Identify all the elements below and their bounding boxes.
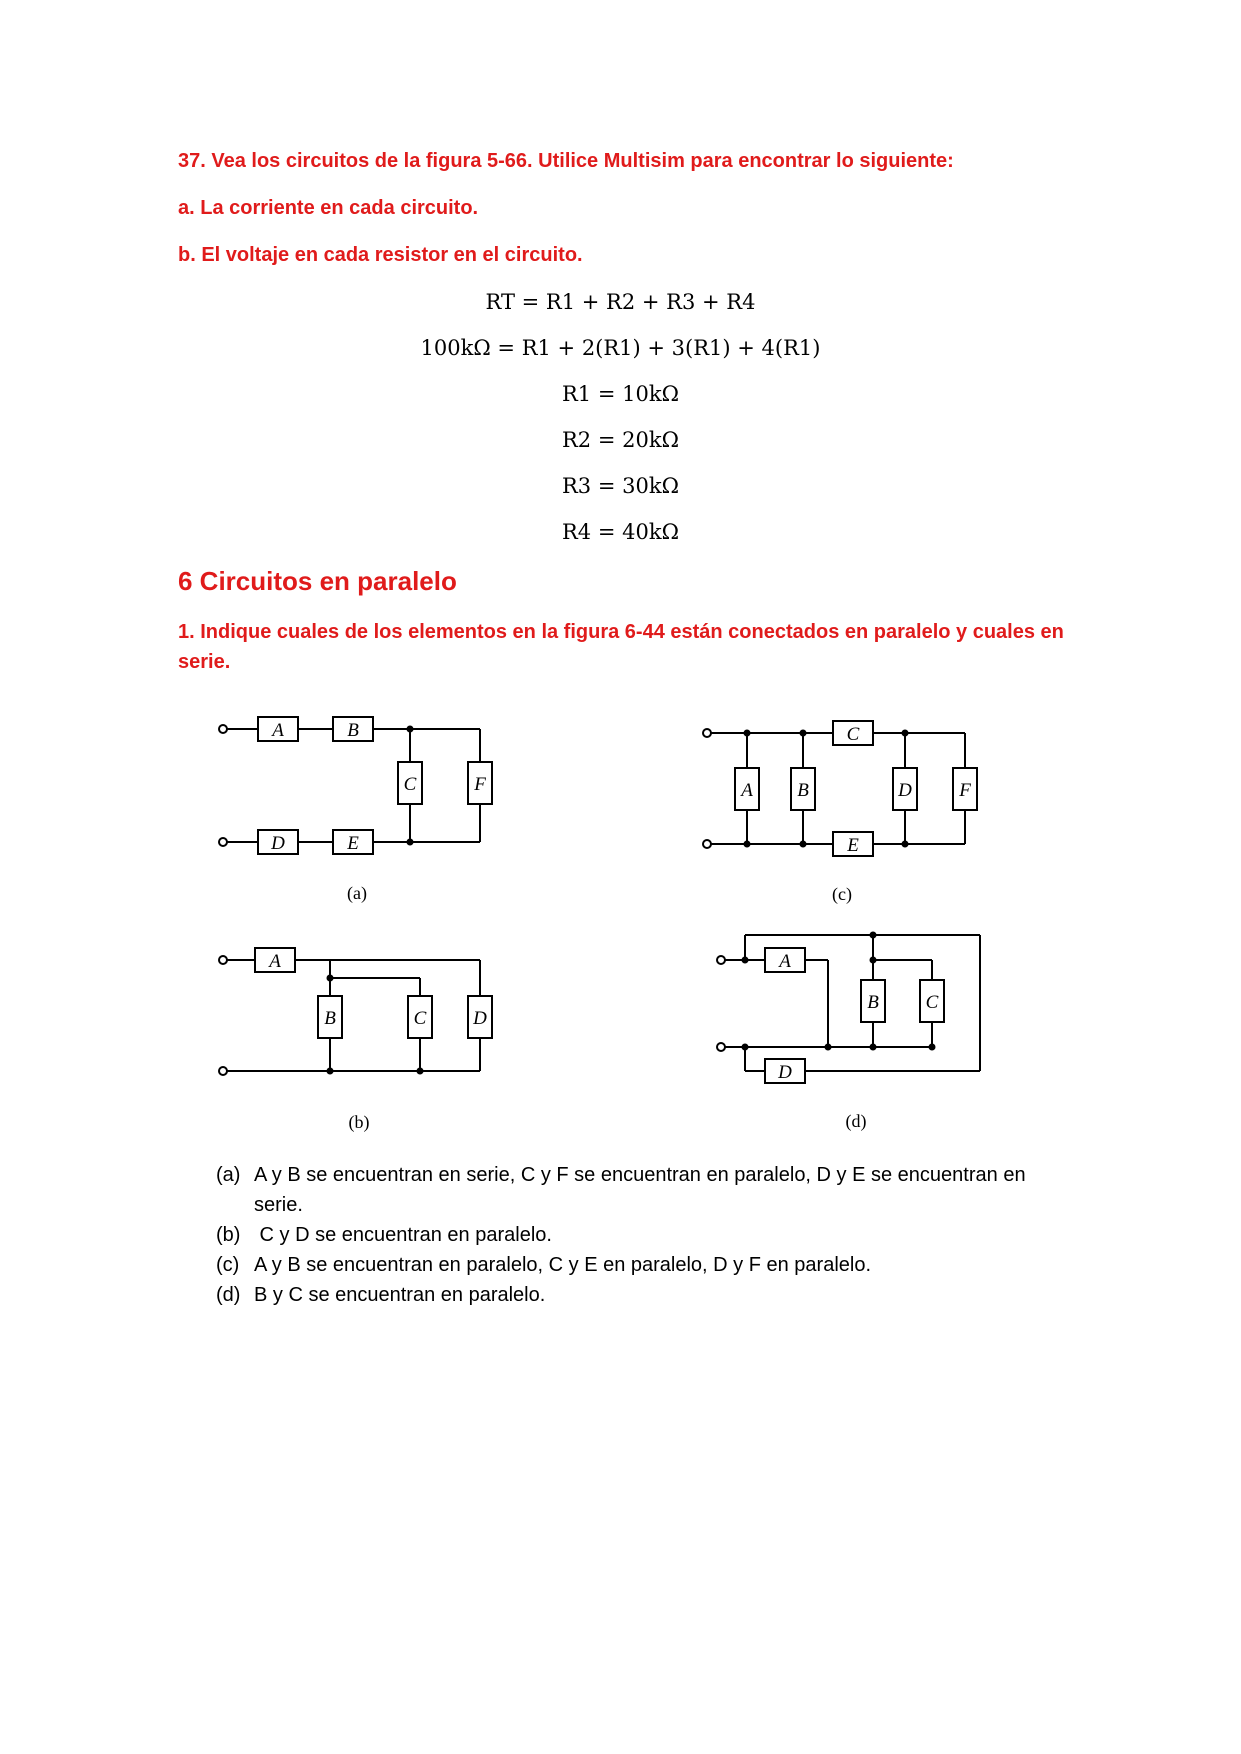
label-b-B: B [324, 1008, 336, 1029]
label-a-F: F [474, 774, 486, 795]
problem-37-title: 37. Vea los circuitos de la figura 5-66. Utilice Multisim para encontrar lo siguiente: [178, 150, 954, 172]
answer-c [216, 1250, 1076, 1280]
label-a-C: C [403, 774, 417, 795]
problem-37-part-a: a. La corriente en cada circuito. [178, 197, 479, 219]
label-c-E: E [847, 835, 859, 856]
caption-d: (d) [845, 1111, 867, 1131]
label-d-B: B [867, 992, 879, 1013]
label-d-D: D [778, 1062, 792, 1083]
answer-a [216, 1160, 1076, 1220]
answer-c-tag: (c) [216, 1254, 240, 1276]
equation-r2: R2 = 20kΩ [562, 428, 679, 452]
circuit-d [717, 932, 980, 1084]
label-b-C: C [413, 1008, 427, 1029]
label-a-D: D [271, 833, 285, 854]
answer-b-tag: (b) [216, 1224, 241, 1246]
label-d-C: C [925, 992, 939, 1013]
answer-a-text: A y B se encuentran en serie, C y F se encuentran en paralelo, D y E se encuentran en serie. [254, 1164, 1026, 1216]
equation-sum: 100kΩ = R1 + 2(R1) + 3(R1) + 4(R1) [420, 336, 821, 360]
label-b-D: D [473, 1008, 487, 1029]
label-c-C: C [846, 724, 860, 745]
answer-d-tag: (d) [216, 1284, 241, 1306]
problem-37-part-b: b. El voltaje en cada resistor en el circuito. [178, 244, 583, 266]
answers-list [216, 1160, 1076, 1310]
label-b-A: A [269, 951, 281, 972]
caption-a: (a) [347, 883, 367, 903]
label-a-A: A [272, 720, 284, 741]
label-a-E: E [347, 833, 359, 854]
problem-1-question: 1. Indique cuales de los elementos en la figura 6-44 están conectados en paralelo y cuales en serie. [178, 621, 1064, 673]
equation-r1: R1 = 10kΩ [562, 382, 679, 406]
label-a-B: B [347, 720, 359, 741]
caption-b: (b) [348, 1112, 370, 1132]
answer-b-text: C y D se encuentran en paralelo. [254, 1224, 552, 1246]
equation-total-resistance: RT = R1 + R2 + R3 + R4 [485, 290, 756, 314]
circuit-b [219, 948, 492, 1075]
answer-d-text: B y C se encuentran en paralelo. [254, 1284, 546, 1306]
label-c-F: F [959, 780, 971, 801]
answer-a-tag: (a) [216, 1164, 241, 1186]
answer-c-text: A y B se encuentran en paralelo, C y E en paralelo, D y F en paralelo. [254, 1254, 872, 1276]
label-c-B: B [797, 780, 809, 801]
label-c-A: A [741, 780, 753, 801]
answer-b [216, 1220, 1076, 1250]
equation-r3: R3 = 30kΩ [562, 474, 679, 498]
section-title: 6 Circuitos en paralelo [178, 566, 457, 596]
label-c-D: D [898, 780, 912, 801]
equation-r4: R4 = 40kΩ [562, 520, 679, 544]
label-d-A: A [779, 951, 791, 972]
caption-c: (c) [832, 884, 852, 904]
answer-d [216, 1280, 1076, 1310]
